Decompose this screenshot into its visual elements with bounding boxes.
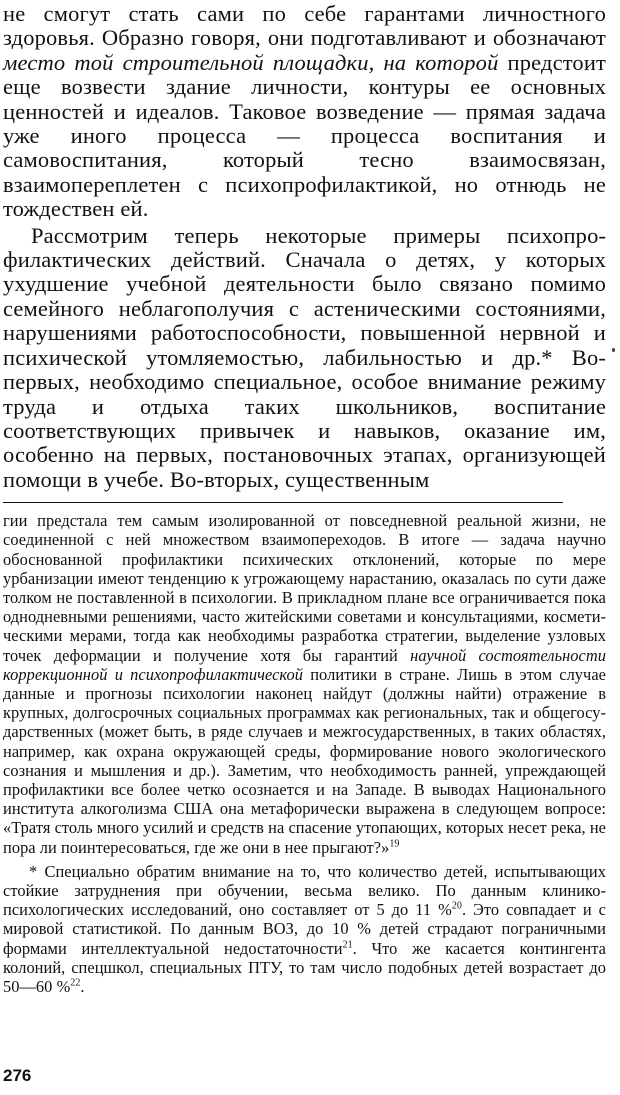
reference-22: 22 — [70, 977, 81, 989]
paragraph-2: Рассмотрим теперь некоторые примеры психопрофилактических действий. Сначала о детях, у которых ухудшение учебной деятельности было связано помимо семейного неблагополучия с астеническими состояниями, нарушениями работоспособности, повышенной нервной и психической утомляемостью, лабильностью и др.* Во-первых, необходимо специальное, особое внимание режиму труда и отдыха таких школьников, воспитание соответствующих привычек и навыков, оказание им, особенно на первых, постановочных этапах, организующей помощи в учебе. Во-вторых, существенным — [3, 222, 606, 492]
footnote-continued-end: политики в стране. Лишь в этом случае данные и прогнозы психологии наконец найдут (должны найти) отражение в крупных, долгосрочных социальных программах как региональных, так и общегосударственных (может быть, в ряде случаев и межгосударственных, в таких областях, например, как охрана окружающей среды, формирование нового экологического сознания и мышления и др.). Заметим, что необходимость ранней, упреждающей профилактики все более четко осознается и на Западе. В выводах Национального института алкоголизма США она метафорически выражена в следующем вопросе: «Тратя столь много усилий и средств на спасение утопающих, которых несет река, не пора ли поинтересоваться, где же они в нее прыгают?» — [3, 664, 606, 857]
footnotes — [3, 511, 606, 996]
footnote-continued-italic: научной состоятельности коррекционной и психопрофилактической — [3, 645, 606, 684]
footnote-asterisk — [3, 862, 606, 996]
footnote-asterisk-end: . — [80, 977, 85, 996]
footnote-continued-start: гии предстала тем самым изолированной от повседневной реальной жизни, не соединенной с ней множеством взаимопереходов. В итоге — задача научно обоснованной профилактики психических отклонений, которые по мере урбанизации имеют тенденцию к угрожающему нарастанию, оказалась по сути даже толком не поставленной в психологии. В прикладном плане все ограничивается пока однодневными решениями, часто житейскими советами и консультациями, косметическими мерами, тогда как необходимы разработка стратегии, выделение узловых точек деформации и получение хотя бы гарантий — [3, 511, 606, 665]
footnote-asterisk-part-3: . Что же касается контингента колоний, спецшкол, специальных ПТУ, то там число подобных детей возрастает до 50—60 % — [3, 938, 606, 996]
scan-speck — [612, 348, 615, 352]
page-number: 276 — [3, 1066, 32, 1085]
footnote-divider — [3, 502, 563, 511]
reference-20: 20 — [451, 900, 462, 912]
footnote-asterisk-part-2: . Это совпадает и с мировой статистикой. По данным ВОЗ, до 10 % детей страдают пограничными формами интеллектуальной недостаточности — [3, 900, 606, 958]
reference-21: 21 — [342, 939, 353, 951]
paragraph-1-italic: место той строительной площадки, на которой — [3, 49, 499, 75]
paragraph-1 — [3, 2, 606, 222]
footnote-asterisk-part-1: * Специально обратим внимание на то, что количество детей, испытывающих стойкие затруднения при обучении, весьма велико. По данным клинико-психологических исследований, оно составляет от 5 до 11 % — [3, 861, 606, 920]
paragraph-1-start: не смогут стать сами по себе гарантами личностного здоровья. Образно говоря, они подготавливают и обозначают — [3, 1, 606, 51]
footnote-continued — [3, 511, 606, 857]
reference-19: 19 — [389, 838, 400, 850]
paragraph-1-end: предстоит еще возвести здание личности, контуры ее основных ценностей и идеалов. Таковое возведение — прямая задача уже иного процесса — процесса воспитания и самовоспитания, который тесно взаимосвязан, взаимопереплетен с психопрофилактикой, но отнюдь не тождествен ей. — [3, 49, 606, 222]
main-text — [3, 2, 606, 492]
